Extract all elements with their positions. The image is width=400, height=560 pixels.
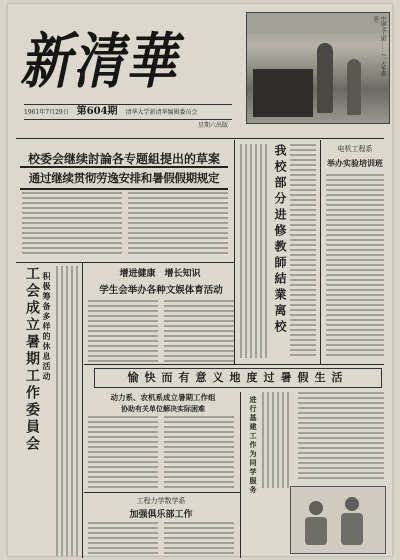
activity-body-col-1 bbox=[88, 300, 158, 362]
far-right-body bbox=[326, 174, 384, 358]
figure-head-icon bbox=[309, 501, 323, 515]
issue-info-bar bbox=[24, 104, 232, 120]
masthead-title: 新清華 bbox=[20, 27, 179, 97]
sidebar-body bbox=[56, 266, 78, 556]
right-column-body bbox=[240, 144, 268, 358]
far-right-headline: 举办实验培训班 bbox=[327, 158, 383, 168]
newspaper-page bbox=[8, 4, 392, 556]
sidebar-subhead: 积极筹备多样的休息活动 bbox=[42, 272, 52, 382]
club-body-col-1 bbox=[88, 522, 158, 556]
lead-headline: 通过继续贯彻劳逸安排和暑假假期规定 bbox=[20, 166, 228, 190]
cartoon-illustration bbox=[290, 486, 386, 554]
summer-body-col-1 bbox=[88, 416, 158, 488]
summer-sub-line1: 动力系、农机系成立暑期工作组 bbox=[110, 393, 216, 402]
figure-head-icon bbox=[345, 497, 359, 511]
lead-body-col-2 bbox=[128, 192, 228, 256]
summer-body-col-2 bbox=[164, 416, 234, 488]
summer-banner bbox=[94, 368, 382, 388]
activity-body-col-2 bbox=[164, 300, 234, 362]
right-column-headline: 我校部分进修教師結業离校 bbox=[273, 144, 287, 336]
club-body-col-2 bbox=[164, 522, 234, 556]
club-kicker: 工程力学数学系 bbox=[136, 497, 186, 505]
summer-banner-headline: 愉快而有意义地度过暑假生活 bbox=[127, 371, 349, 384]
issue-date: 1961年7月29日 bbox=[24, 109, 69, 116]
sidebar-headline: 工会成立暑期工作委員会 bbox=[24, 266, 40, 453]
piano-shape bbox=[253, 69, 313, 117]
summer-sub-line2: 协助有关单位解决实际困难 bbox=[121, 404, 205, 413]
vertical-note-headline: 进行基建工作为同学服务 bbox=[249, 396, 258, 495]
vertical-note-body bbox=[262, 392, 290, 488]
far-right-kicker: 电机工程系 bbox=[337, 145, 373, 153]
lead-body-col-1 bbox=[22, 192, 122, 256]
right-lower-body bbox=[298, 392, 384, 482]
activity-slogan: 增进健康 增长知识 bbox=[119, 269, 201, 279]
issue-note: 星期六出版 bbox=[198, 122, 229, 129]
issue-publisher: 清华大学新清华编辑委员会 bbox=[125, 109, 198, 116]
right-column-body bbox=[290, 144, 316, 358]
activity-headline: 学生会举办各种文娱体育活动 bbox=[99, 285, 223, 296]
photo-caption: 中国文工团……（一天华摄影） bbox=[373, 16, 386, 76]
issue-number: 第604期 bbox=[76, 106, 118, 117]
club-headline: 加强俱乐部工作 bbox=[129, 510, 193, 520]
lead-subtitle: 校委会继续討論各专题組提出的草案 bbox=[27, 152, 220, 166]
